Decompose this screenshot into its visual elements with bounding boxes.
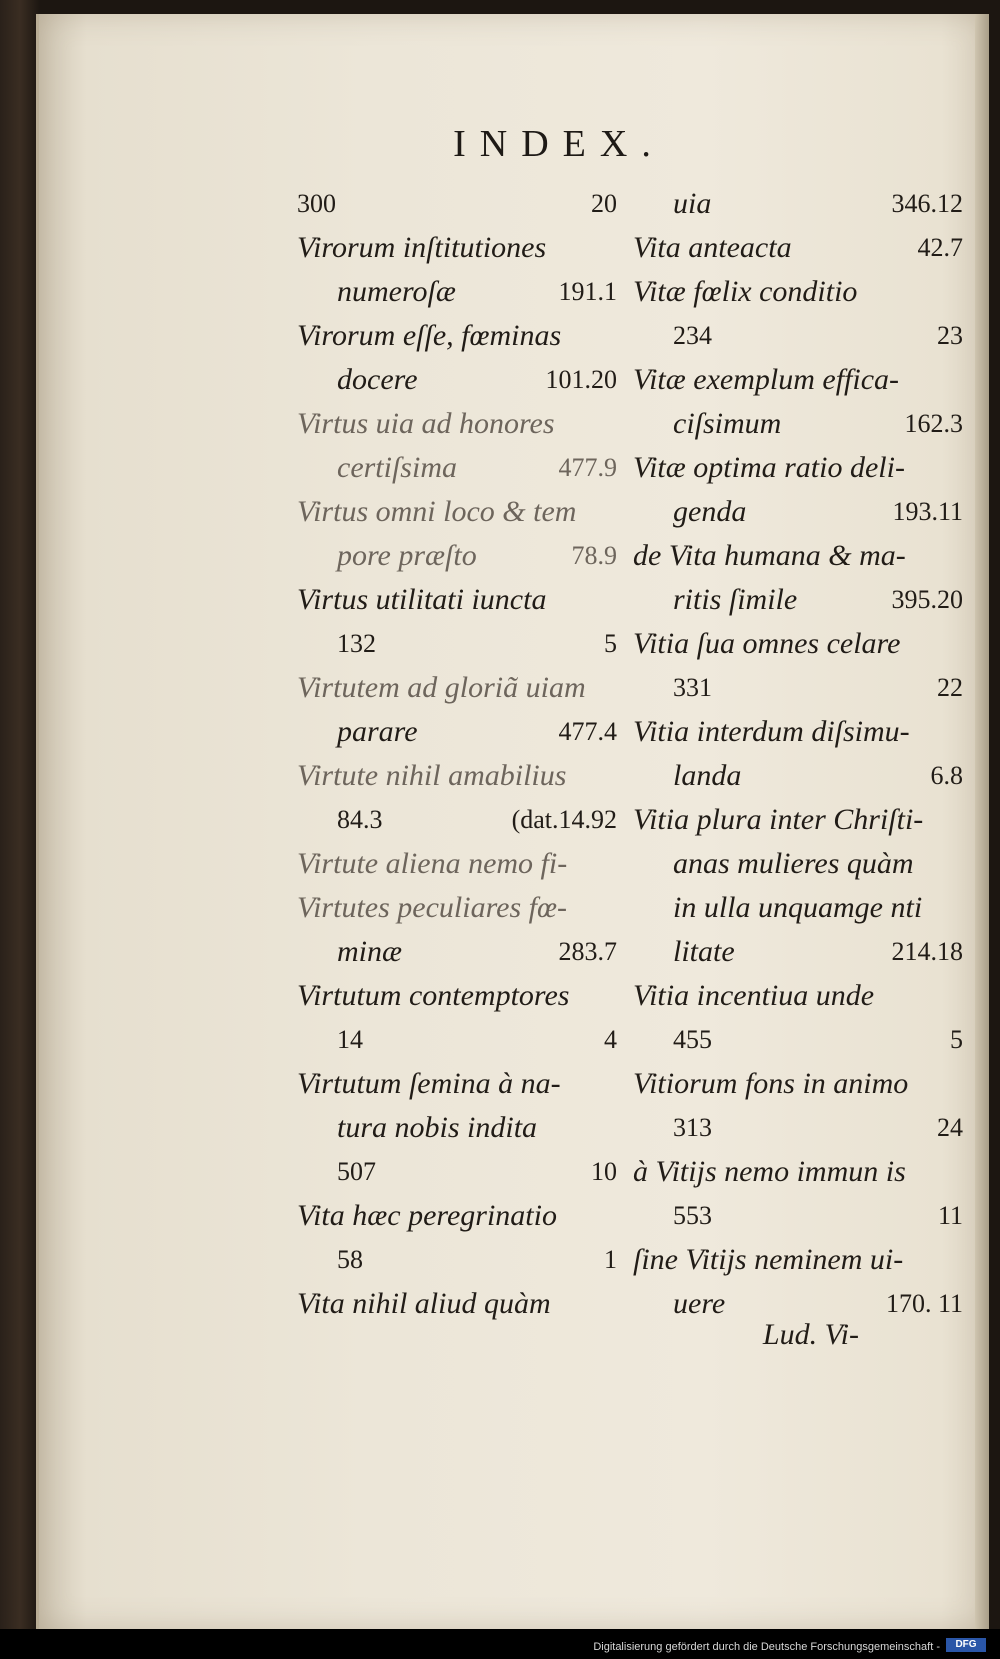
entry-text: Virorum eſſe, fœminas: [297, 319, 562, 352]
line-number: 5: [950, 1025, 963, 1054]
index-entry: [297, 974, 617, 1018]
page-reference: 78.9: [571, 541, 617, 570]
index-entry: [297, 666, 617, 710]
entry-text: numeroſæ: [337, 275, 456, 308]
entry-text: ſine Vitijs neminem ui-: [633, 1243, 904, 1276]
index-entry: [297, 226, 617, 270]
index-entry: [297, 270, 617, 314]
page-reference: 191.1: [558, 277, 617, 306]
entry-text: Virtus uia ad honores: [297, 407, 555, 440]
index-entry: [633, 622, 963, 666]
entry-text: Vitiorum fons in animo: [633, 1067, 909, 1100]
page-reference: 193.11: [892, 497, 963, 526]
line-number: (dat.14.92: [511, 805, 617, 834]
index-entry: [633, 1106, 963, 1150]
index-entry: [297, 534, 617, 578]
index-entry: [633, 226, 963, 270]
index-entry: [297, 930, 617, 974]
entry-text: uia: [673, 187, 712, 220]
catchword: Lud. Vi-: [762, 1318, 859, 1351]
entry-text: Vitæ exemplum effica-: [633, 363, 900, 396]
index-entry: [297, 182, 617, 226]
page-reference: 6.8: [930, 761, 963, 790]
index-entry: [297, 798, 617, 842]
line-number: 11: [937, 1201, 963, 1230]
entry-text: litate: [673, 935, 735, 968]
page-reference: 214.18: [891, 937, 963, 966]
index-entry: [633, 358, 963, 402]
book-page: [36, 14, 989, 1629]
index-entry: [297, 358, 617, 402]
line-number: 1: [604, 1245, 617, 1274]
footer-credit: Digitalisierung gefördert durch die Deutsche Forschungsgemeinschaft -: [593, 1641, 940, 1653]
page-number: 58: [337, 1245, 363, 1274]
entry-text: tura nobis indita: [337, 1111, 538, 1144]
entry-text: uere: [673, 1287, 726, 1320]
entry-text: pore præſto: [337, 539, 477, 572]
index-entry: [633, 1238, 963, 1282]
entry-text: Virtute aliena nemo fi-: [297, 847, 568, 880]
entry-text: Vitia incentiua unde: [633, 979, 875, 1012]
entry-text: in ulla unquamge nti: [673, 891, 923, 924]
index-entry: [633, 578, 963, 622]
entry-text: Vita hæc peregrinatio: [297, 1199, 557, 1232]
index-entry: [297, 842, 617, 886]
index-entry: [297, 490, 617, 534]
index-entry: [633, 182, 963, 226]
entry-text: certiſsima: [337, 451, 457, 484]
line-number: 10: [591, 1157, 617, 1186]
entry-text: à Vitijs nemo immun is: [633, 1155, 906, 1188]
index-entry: [633, 930, 963, 974]
page-number: 300: [297, 189, 336, 218]
index-entry: [633, 314, 963, 358]
page-reference: 477.4: [558, 717, 617, 746]
entry-text: Virtutes peculiares fœ-: [297, 891, 567, 924]
index-entry: [633, 666, 963, 710]
index-entry: [297, 1018, 617, 1062]
line-number: 22: [937, 673, 963, 702]
line-number: 24: [937, 1113, 963, 1142]
entry-text: landa: [673, 759, 742, 792]
index-column-left: [297, 182, 617, 1326]
page-reference: 101.20: [545, 365, 617, 394]
page-number: 14: [337, 1025, 363, 1054]
page-number: 234: [673, 321, 712, 350]
index-entry: [297, 1194, 617, 1238]
entry-text: minæ: [337, 935, 403, 968]
dfg-logo: DFG: [946, 1638, 986, 1652]
entry-text: Vitia ſua omnes celare: [633, 627, 901, 660]
page-number: 507: [337, 1157, 376, 1186]
index-entry: [297, 446, 617, 490]
index-entry: [297, 622, 617, 666]
entry-text: Virtutum ſemina à na-: [297, 1067, 561, 1100]
page-edge: [975, 14, 989, 1629]
line-number: 20: [591, 189, 617, 218]
index-entry: [633, 886, 963, 930]
index-entry: [633, 974, 963, 1018]
page-number: 313: [673, 1113, 712, 1142]
index-entry: [633, 798, 963, 842]
index-entry: [633, 842, 963, 886]
entry-text: genda: [673, 495, 747, 528]
page-number: 331: [673, 673, 712, 702]
page-number: 84.3: [337, 805, 383, 834]
page-header: INDEX.: [453, 123, 665, 165]
index-entry: [297, 1150, 617, 1194]
entry-text: Virtus omni loco & tem: [297, 495, 577, 528]
index-entry: [633, 1150, 963, 1194]
entry-text: de Vita humana & ma-: [633, 539, 906, 572]
page-reference: 477.9: [558, 453, 617, 482]
entry-text: docere: [337, 363, 418, 396]
index-entry: [297, 710, 617, 754]
index-entry: [297, 314, 617, 358]
index-entry: [633, 1062, 963, 1106]
page-number: 455: [673, 1025, 712, 1054]
entry-text: Virtus utilitati iuncta: [297, 583, 547, 616]
page-number: 553: [673, 1201, 712, 1230]
entry-text: Vitæ optima ratio deli-: [633, 451, 905, 484]
index-entry: [297, 402, 617, 446]
entry-text: Vitia plura inter Chriſti-: [633, 803, 924, 836]
entry-text: Virtutum contemptores: [297, 979, 570, 1012]
entry-text: Virtute nihil amabilius: [297, 759, 567, 792]
page-reference: 170. 11: [885, 1289, 963, 1318]
index-entry: [297, 1238, 617, 1282]
index-entry: [633, 754, 963, 798]
entry-text: ritis ſimile: [673, 583, 798, 616]
index-entry: [633, 490, 963, 534]
entry-text: Vita anteacta: [633, 231, 792, 264]
entry-text: anas mulieres quàm: [673, 847, 914, 880]
entry-text: Vitia interdum diſsimu-: [633, 715, 910, 748]
index-entry: [297, 1282, 617, 1326]
index-entry: [633, 446, 963, 490]
index-entry: [633, 710, 963, 754]
page-reference: 395.20: [891, 585, 963, 614]
index-entry: [297, 754, 617, 798]
entry-text: Virtutem ad gloriã uiam: [297, 671, 586, 704]
index-entry: [297, 886, 617, 930]
index-column-right: [633, 182, 963, 1326]
page-number: 132: [337, 629, 376, 658]
page-reference: 283.7: [558, 937, 617, 966]
index-entry: [633, 1194, 963, 1238]
line-number: 5: [604, 629, 617, 658]
entry-text: Virorum inſtitutiones: [297, 231, 547, 264]
index-entry: [633, 402, 963, 446]
page-reference: 346.12: [891, 189, 963, 218]
entry-text: Vita nihil aliud quàm: [297, 1287, 551, 1320]
entry-text: Vitæ fœlix conditio: [633, 275, 858, 308]
line-number: 4: [604, 1025, 617, 1054]
index-entry: [633, 1018, 963, 1062]
index-entry: [633, 534, 963, 578]
entry-text: ciſsimum: [673, 407, 782, 440]
entry-text: parare: [337, 715, 418, 748]
index-entry: [633, 270, 963, 314]
line-number: 23: [937, 321, 963, 350]
page-reference: 42.7: [917, 233, 963, 262]
index-entry: [297, 1106, 617, 1150]
page-reference: 162.3: [904, 409, 963, 438]
index-entry: [297, 1062, 617, 1106]
footer-bar: [0, 1629, 1000, 1659]
index-entry: [297, 578, 617, 622]
